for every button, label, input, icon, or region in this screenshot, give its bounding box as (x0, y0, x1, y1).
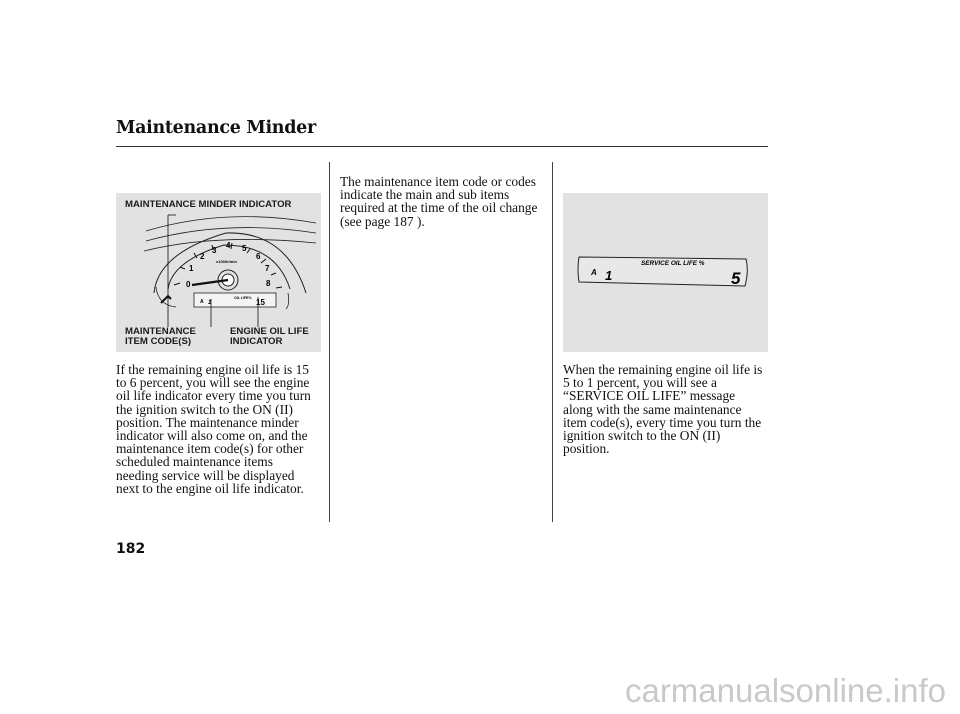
dial-number-4: 4 (226, 241, 231, 250)
column-divider-left (329, 162, 330, 522)
item-subcode: 1 (605, 268, 613, 283)
page-number: 182 (116, 541, 146, 557)
display-subcode: 1 (208, 300, 212, 306)
dial-number-0: 0 (186, 280, 191, 289)
service-oil-life-display (563, 193, 768, 352)
service-oil-life-text: SERVICE OIL LIFE % (641, 260, 705, 267)
dial-number-2: 2 (200, 252, 205, 261)
header-rule (116, 146, 768, 147)
watermark: carmanualsonline.info (624, 672, 946, 709)
maintenance-item-code-label: MAINTENANCE ITEM CODE(S) (125, 326, 196, 347)
middle-column-text: The maintenance item code or codes indicate the main and sub items required at the time of the oil change (see page 187 ). (340, 174, 538, 229)
item-code-letter: A (591, 268, 597, 277)
right-column-text: When the remaining engine oil life is 5 to 1 percent, you will see a “SERVICE OIL LIFE” message along with the same maintenance item code(s), every time you turn the ignition switch to the ON (II) position. (563, 362, 763, 457)
dial-number-3: 3 (212, 246, 217, 255)
dial-number-1: 1 (189, 264, 194, 273)
left-column-text: If the remaining engine oil life is 15 to 6 percent, you will see the engine oil life indicator every time you turn the ignition switch to the ON (II) position. The maintenance minder indicator will also come on, and the maintenance item code(s) for other scheduled maintenance items needing service will be displayed next to the engine oil life indicator. (116, 362, 311, 496)
display-oil-label: OIL LIFE% (234, 296, 252, 300)
display-oil-value: 15 (256, 298, 265, 307)
dial-number-7: 7 (265, 264, 270, 273)
dial-number-6: 6 (256, 252, 261, 261)
dial-number-5: 5 (242, 244, 247, 253)
display-code: A (200, 299, 204, 305)
column-divider-right (552, 162, 553, 522)
maintenance-minder-indicator-label: MAINTENANCE MINDER INDICATOR (125, 199, 292, 210)
page-title: Maintenance Minder (116, 118, 316, 138)
instrument-cluster-figure (116, 193, 321, 352)
oil-life-value: 5 (731, 269, 741, 288)
dial-number-8: 8 (266, 279, 271, 288)
service-oil-life-figure (563, 193, 768, 352)
dial-unit-label: x1000r/min (216, 259, 237, 264)
engine-oil-life-indicator-label: ENGINE OIL LIFE INDICATOR (230, 326, 309, 347)
wrench-icon (161, 296, 171, 303)
